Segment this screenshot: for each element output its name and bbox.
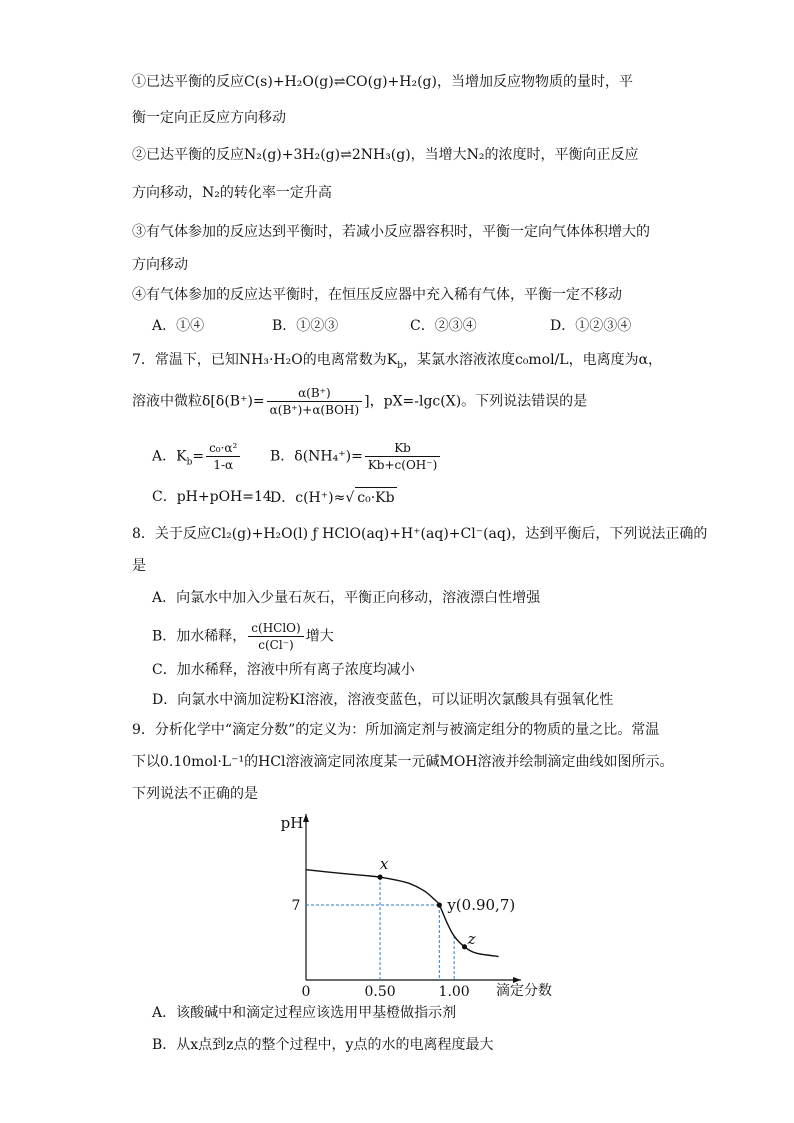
q6-statement-1-cont: 衡一定向正反应方向移动 bbox=[132, 110, 286, 126]
q6-statement-3: ③有气体参加的反应达到平衡时，若减小反应器容积时，平衡一定向气体体积增大的 bbox=[132, 224, 650, 240]
q7-option-c: C．pH+pOH=14 bbox=[152, 489, 272, 505]
q7-option-d-label: D．c(H⁺)≈ bbox=[270, 490, 346, 506]
q8-option-a: A．向氯水中加入少量石灰石，平衡正向移动，溶液漂白性增强 bbox=[152, 590, 541, 606]
q8-option-b-denominator: c(Cl⁻) bbox=[258, 638, 294, 652]
q8-option-b-label: B．加水稀释， bbox=[152, 628, 247, 645]
q8-option-c: C．加水稀释，溶液中所有离子浓度均减小 bbox=[152, 662, 415, 678]
q7-option-a-label: A．K bbox=[152, 448, 187, 465]
y-axis-arrow bbox=[303, 814, 309, 822]
q8-option-b bbox=[152, 620, 334, 653]
q6-option-c: C．②③④ bbox=[410, 318, 477, 334]
q6-statement-4: ④有气体参加的反应达平衡时，在恒压反应器中充入稀有气体，平衡一定不移动 bbox=[132, 287, 622, 303]
q7-stem-line-1: 7．常温下，已知NH₃·H₂O的电离常数为$K_b$，某氯水溶液浓度c₀mol/L，电离度为α， bbox=[132, 352, 663, 371]
point-z bbox=[462, 944, 467, 949]
point-z-label: z bbox=[467, 929, 476, 948]
q7-stem-part-1: 7．常温下，已知NH₃·H₂O的电离常数为K bbox=[132, 352, 398, 368]
x-tick-label: 0 bbox=[301, 984, 311, 1000]
point-x-label: x bbox=[379, 855, 389, 874]
q6-statement-2-cont: 方向移动，N₂的转化率一定升高 bbox=[132, 185, 332, 201]
q9-option-a: A．该酸碱中和滴定过程应该选用甲基橙做指示剂 bbox=[152, 1005, 457, 1021]
q9-option-b: B．从x点到z点的整个过程中，y点的水的电离程度最大 bbox=[152, 1037, 494, 1053]
q7-option-d: D．c(H⁺)≈√ c₀·Kb bbox=[270, 487, 397, 508]
q7-option-a-numerator: c₀·α² bbox=[206, 440, 240, 457]
q7-option-a: A．$K_b=$ $\frac{\text{c₀·α²}}{1-\alpha}$ bbox=[152, 440, 242, 473]
x-tick-label: 0.50 bbox=[364, 984, 396, 1000]
q7-stem-question: ]，pX=-lgc(X)。下列说法错误的是 bbox=[364, 393, 588, 410]
q9-stem-line-2: 下以0.10mol·L⁻¹的HCl溶液滴定同浓度某一元碱MOH溶液并绘制滴定曲线如图所示。 bbox=[132, 754, 674, 770]
x-tick-label: 1.00 bbox=[438, 984, 470, 1000]
q8-option-b-tail: 增大 bbox=[305, 628, 334, 645]
q6-statement-2: ②已达平衡的反应N₂(g)+3H₂(g)⇌2NH₃(g)，当增大N₂的浓度时，平衡向正反应 bbox=[132, 147, 639, 163]
q7-option-b-numerator: Kb bbox=[365, 440, 440, 457]
q7-fraction-numerator: α(B⁺) bbox=[267, 385, 362, 402]
point-y bbox=[437, 902, 442, 907]
q6-option-d: D．①②③④ bbox=[550, 318, 632, 334]
q7-option-b bbox=[270, 440, 442, 473]
q8-option-d: D．向氯水中滴加淀粉KI溶液，溶液变蓝色，可以证明次氯酸具有强氧化性 bbox=[152, 692, 614, 708]
q8-option-b-numerator: c(HClO) bbox=[248, 620, 303, 637]
x-axis-label: 滴定分数 bbox=[496, 983, 552, 999]
q6-statement-1: ①已达平衡的反应C(s)+H₂O(g)⇌CO(g)+H₂(g)，当增加反应物物质的量时，平 bbox=[132, 74, 633, 90]
q9-stem-line-3: 下列说法不正确的是 bbox=[132, 786, 258, 802]
q7-option-d-radicand: c₀·Kb bbox=[355, 487, 396, 508]
q7-option-a-denominator: 1-α bbox=[213, 458, 234, 472]
q8-stem-line-1: 8．关于反应Cl₂(g)+H₂O(l) ƒ HClO(aq)+H⁺(aq)+Cl⁻(aq)，达到平衡后，下列说法正确的 bbox=[132, 526, 708, 542]
q9-stem-line-1: 9．分析化学中“滴定分数”的定义为：所加滴定剂与被滴定组分的物质的量之比。常温 bbox=[132, 722, 660, 738]
q7-delta-fraction bbox=[267, 385, 362, 418]
q7-option-b-label: B．δ(NH₄⁺)= bbox=[270, 448, 363, 465]
q7-stem-part-2: ，某氯水溶液浓度c₀mol/L，电离度为α， bbox=[402, 352, 663, 368]
q6-option-a: A．①④ bbox=[152, 318, 205, 334]
titration-curve-chart bbox=[268, 808, 552, 1000]
q8-stem-line-2: 是 bbox=[132, 558, 146, 574]
y-axis-label: pH bbox=[280, 814, 304, 832]
point-x bbox=[377, 875, 382, 880]
q7-fraction-denominator: α(B⁺)+α(BOH) bbox=[269, 403, 360, 417]
q6-option-b: B．①②③ bbox=[272, 318, 339, 334]
q7-option-b-denominator: Kb+c(OH⁻) bbox=[367, 458, 438, 472]
q6-statement-3-cont: 方向移动 bbox=[132, 257, 188, 273]
q7-stem-line-2 bbox=[132, 385, 587, 418]
point-y-label: y(0.90,7) bbox=[447, 896, 516, 914]
y-tick-label: 7 bbox=[291, 898, 301, 914]
q7-stem-delta: 溶液中微粒δ[δ(B⁺)= bbox=[132, 393, 265, 410]
